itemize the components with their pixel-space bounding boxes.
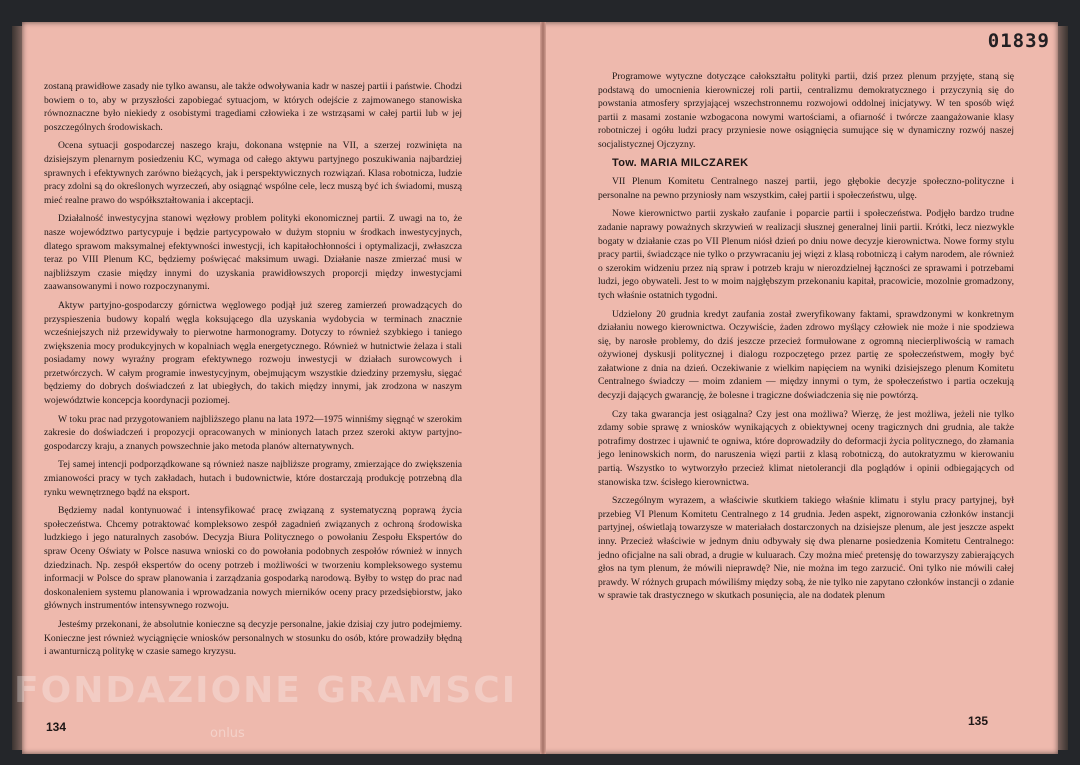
archive-number: 01839 [987,30,1050,52]
paragraph: Udzielony 20 grudnia kredyt zaufania został zweryfikowany faktami, sprawdzonymi w konkretnym działaniu nowego kierownictwa. Oczywiście, żaden zdrowo myślący człowiek nie może i nie spodziewa się, by narosłe problemy, do dziś jeszcze przecież formułowane z ogromną niecierpliwością w ramach ożywionej dyskusji politycznej i dialogu rozpoczętego przez partię ze społeczeństwem, mogły być załatwione z dnia na dzień. Oczekiwanie z wielkim napięciem na wyniki dzisiejszego plenum Komitetu Centralnego świadczy — moim zdaniem — między innymi o tym, że społeczeństwo i partia oczekują decyzji dających gwarancję, że bolesne i tragiczne doświadczenia się nie powtórzą. [598,308,1014,402]
paragraph: Będziemy nadal kontynuować i intensyfikować pracę związaną z systematyczną poprawą życia społeczeństwa. Chcemy potraktować kompleksowo zespół zagadnień związanych z ochroną środowiska ludzkiego i jego naturalnych zasobów. Decyzja Biura Politycznego o powołaniu Zespołu Ekspertów do spraw Oceny Oświaty w Polsce nasuwa wnioski co do powołania podobnych zespołów również w innych dziedzinach. Np. zespół ekspertów do oceny potrzeb i możliwości w tworzeniu kompleksowego systemu informacji w Polsce do spraw planowania i zarządzania gospodarką narodową. Byłby to wstęp do prac nad doskonaleniem systemu planowania i wprowadzania nowych mierników oceny pracy przedsiębiorstw, jako głównych instrumentów intensywnego rozwoju. [44,505,462,612]
right-page-text [598,70,1014,608]
paragraph: Programowe wytyczne dotyczące całokształtu polityki partii, dziś przez plenum przyjęte, staną się podstawą do umocnienia kierowniczej roli partii, centralizmu demokratycznego i przyczynią się do powstania atmosfery sprzyjającej wszechstronnemu rozwojowi oddolnej inicjatywy. W ten sposób więź partii z masami zostanie wzbogacona nowymi wartościami, a ofiarność i twórcze zaangażowanie klasy robotniczej i ogółu ludzi pracy przyniesie nowe osiągnięcia sumujące się w dynamiczny rozwój naszej socjalistycznej Ojczyzny. [598,71,1014,150]
book-edge-right [1058,26,1068,750]
watermark-text: FONDAZIONE GRAMSCI [14,670,518,711]
watermark-subtext: onlus [210,726,245,741]
paragraph: VII Plenum Komitetu Centralnego naszej partii, jego głębokie decyzje społeczno-polityczne i personalne na pewno przyniosły nam wszystkim, całej partii i społeczeństwu, ulgę. [598,176,1014,201]
page-number-right: 135 [967,714,988,728]
speaker-heading: Tow. MARIA MILCZAREK [612,156,749,169]
left-page [14,22,540,754]
paragraph: Czy taka gwarancja jest osiągalna? Czy jest ona możliwa? Wierzę, że jest możliwa, jeżeli nie tylko zdamy sobie sprawę z wniosków wynikających z obiektywnej oceny tragicznych dni grudnia, ale także potrafimy dostrzec i ujawnić te ogniwa, które doprowadziły do deformacji życia politycznego, do złamania jego leninowskich norm, do naruszenia więzi partii z klasą robotniczą, do autokratyzmu w kierowaniu partią. Wszystko to wytworzyło przecież klimat nietolerancji dla poglądów i opinii odbiegających od stanowiska tzw. ścisłego kierownictwa. [598,408,1014,488]
paragraph: Ocena sytuacji gospodarczej naszego kraju, dokonana wstępnie na VII, a szerzej rozwinięta na dzisiejszym plenarnym posiedzeniu KC, wymaga od całego aktywu partyjnego poszukiwania najbardziej sprawnych i efektywnych zarówno bieżących, jak i perspektywicznych rozwiązań. Klasa robotnicza, ludzie pracy zdolni są do określonych wyrzeczeń, aby osiągnąć wspólne cele, lecz muszą być ich świadomi, muszą mieć realne prawo do współkształtowania i akceptacji. [44,140,462,206]
paragraph: Aktyw partyjno-gospodarczy górnictwa węglowego podjął już szereg zamierzeń prowadzących do przyspieszenia budowy kopalń węgla koksującego dla uzyskania wydobycia w terminach znacznie wcześniejszych niż przewidywały to pierwotne harmonogramy. Dotyczy to również szybkiego i taniego zwiększenia mocy produkcyjnych w kopalniach węgla energetycznego. Również w hutnictwie żelaza i stali posiadamy nowy wyraźny program efektywnego rozwoju inwestycji w działach surowcowych i przetwórczych. W całym programie inwestycyjnym, obejmującym wszystkie dziedziny przemysłu, sięgać będziemy do dobrych doświadczeń z lat ubiegłych, do takich między innymi, jak zrodzona w naszym województwie koncepcja koordynacji poziomej. [44,299,462,407]
paragraph: Jesteśmy przekonani, że absolutnie konieczne są decyzje personalne, jakie dzisiaj czy jutro podejmiemy. Konieczne jest również wyciągnięcie wniosków personalnych w stosunku do osób, które prowadziły błędną i awanturniczą politykę w czasie samego kryzysu. [44,618,462,658]
paragraph: Szczególnym wyrazem, a właściwie skutkiem takiego właśnie klimatu i stylu pracy partyjnej, był przebieg VI Plenum Komitetu Centralnego z 14 grudnia. Jeden aspekt, zignorowania członków instancji partyjnej, oświetlają towarzysze w materiałach dostarczonych na dzisiejsze plenum, ale jest jeszcze aspekt inny. Przecież właściwie w jednym dniu odbywały się dwa plenarne posiedzenia Komitetu Centralnego: jedno oficjalne na sali obrad, a drugie w kuluarach. Czy można mieć pretensję do towarzyszy zabierających głos na tym plenum, że mówili nieprawdę? Nie, nie można im tego zarzucić. Oni tylko nie mówili całej prawdy. W różnych grupach mówiliśmy między sobą, że nie tylko nie zapytano członków instancji o zdanie w sprawie tak drastycznego w skutkach posunięcia, ale na dodatek plenum [598,495,1014,602]
paragraph: Tej samej intencji podporządkowane są również nasze najbliższe programy, zmierzające do zwiększenia zmianowości pracy w tych zakładach, hutach i budownictwie, które dostarczają produkcję potrzebną dla rynku wewnętrznego bądź na eksport. [44,459,462,498]
left-page-text [44,80,462,664]
paragraph: W toku prac nad przygotowaniem najbliższego planu na lata 1972—1975 winniśmy sięgnąć w szerokim zakresie do doświadczeń i propozycji opracowanych w minionych latach przez szeroki aktyw partyjno-gospodarczy kraju, a znanych powszechnie jako metoda planów alternatywnych. [44,413,462,452]
paragraph: zostaną prawidłowe zasady nie tylko awansu, ale także odwoływania kadr w naszej partii i państwie. Chodzi bowiem o to, aby w przyszłości zapobiegać sytuacjom, w których odejście z zajmowanego stanowiska równoznaczne było niekiedy z osobistymi tragediami człowieka i ze wstrząsami w całej partii lub w jej poszczególnych środowiskach. [44,81,462,133]
paragraph: Nowe kierownictwo partii zyskało zaufanie i poparcie partii i społeczeństwa. Podjęło bardzo trudne zadanie naprawy poważnych skrzywień w realizacji słusznej generalnej linii partii. Krótki, lecz niezwykle bogaty w działanie czas po VII Plenum niósł dzień po dniu nowe decyzje kierownictwa. Nowe formy stylu pracy partii, świadczące nie tylko o przywracaniu jej więzi z klasą robotniczą i całym narodem, ale również o szerokim widzeniu przez nią spraw i potrzeb kraju w nierozdzielnej łączności ze sprawami i potrzebami ludzi, jego obywateli. Jest to w moim najgłębszym przekonaniu kapitał, pracowicie, mozolnie gromadzony, tych właśnie ostatnich tygodni. [598,208,1014,301]
book-spread [14,22,1058,754]
page-number-left: 134 [46,720,67,734]
right-page [546,22,1058,754]
watermark [14,662,518,752]
book-edge-left [12,26,22,750]
paragraph: Działalność inwestycyjna stanowi węzłowy problem polityki ekonomicznej partii. Z uwagi na to, że nasze województwo partycypuje i będzie partycypowało w dużym stopniu w środkach inwestycyjnych, dlatego sprawom maksymalnej efektywności inwestycji, ich kapitałochłonności i optymalizacji, zwłaszcza teraz po VIII Plenum KC, będziemy poświęcać maksimum uwagi. Działanie nasze zmierzać musi w najbliższym czasie między innymi do uzyskania prawidłowszych proporcji między inwestycjami zaawansowanymi i nowo rozpoczynanymi. [44,213,462,293]
